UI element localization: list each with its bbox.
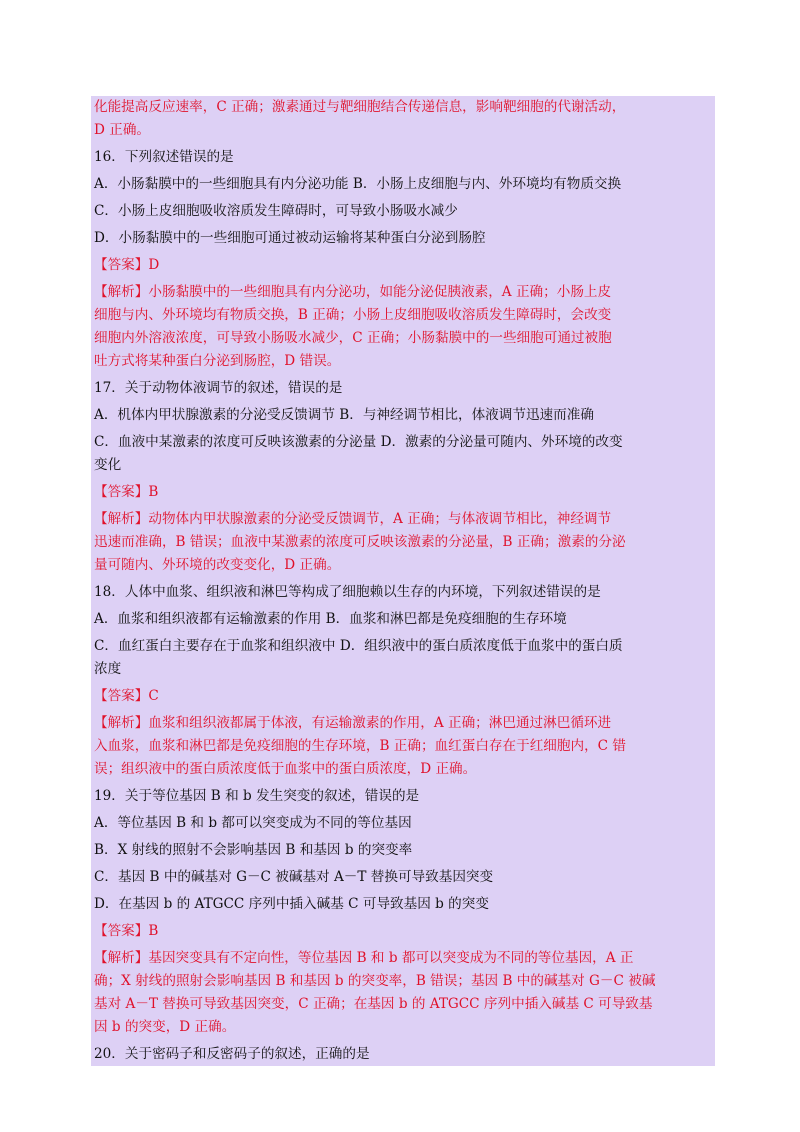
analysis-line: 细胞与内、外环境均有物质交换，B 正确；小肠上皮细胞吸收溶质发生障碍时，会改变 xyxy=(94,307,612,323)
question-18-stem: 18．人体中血浆、组织液和淋巴等构成了细胞赖以生存的内环境，下列叙述错误的是 xyxy=(94,584,601,600)
question-17-stem: 17．关于动物体液调节的叙述，错误的是 xyxy=(94,380,343,396)
analysis-line: 血浆和组织液都属于体液，有运输激素的作用，A 正确；淋巴通过淋巴循环进 xyxy=(148,715,612,731)
question-19-option: B．X 射线的照射不会影响基因 B 和基因 b 的突变率 xyxy=(94,842,413,858)
question-18-answer xyxy=(91,685,715,708)
analysis-line: 小肠黏膜中的一些细胞具有内分泌功，如能分泌促胰液素，A 正确；小肠上皮 xyxy=(148,284,612,300)
question-18-option: 浓度 xyxy=(94,661,122,677)
question-16-option: A．小肠黏膜中的一些细胞具有内分泌功能 B．小肠上皮细胞与内、外环境均有物质交换 xyxy=(94,176,622,192)
analysis-line: 细胞内外溶液浓度，可导致小肠吸水减少，C 正确；小肠黏膜中的一些细胞可通过被胞 xyxy=(94,330,612,346)
question-17-option: C．血液中某激素的浓度可反映该激素的分泌量 D．激素的分泌量可随内、外环境的改变 xyxy=(94,434,623,450)
analysis-line: 入血浆，血浆和淋巴都是免疫细胞的生存环境，B 正确；血红蛋白存在于红细胞内，C 错 xyxy=(94,738,626,754)
answer-tag: 【答案】 xyxy=(94,257,149,273)
question-19-stem: 19．关于等位基因 B 和 b 发生突变的叙述，错误的是 xyxy=(94,788,420,804)
question-20-stem: 20．关于密码子和反密码子的叙述，正确的是 xyxy=(94,1046,370,1062)
answer-tag: 【答案】 xyxy=(94,688,149,704)
question-16-analysis xyxy=(91,281,715,304)
document-body xyxy=(91,96,715,1066)
question-19-option: C．基因 B 中的碱基对 G－C 被碱基对 A－T 替换可导致基因突变 xyxy=(94,869,494,885)
analysis-line: 基因突变具有不定向性，等位基因 B 和 b 都可以突变成为不同的等位基因，A 正 xyxy=(148,950,634,966)
question-17-answer xyxy=(91,481,715,504)
question-19-option: D．在基因 b 的 ATGCC 序列中插入碱基 C 可导致基因 b 的突变 xyxy=(94,896,489,912)
analysis-line: 迅速而准确，B 错误；血液中某激素的浓度可反映该激素的分泌量，B 正确；激素的分泌 xyxy=(94,534,626,550)
question-16-stem: 16．下列叙述错误的是 xyxy=(94,149,234,165)
answer-value: B xyxy=(148,923,159,939)
analysis-line: 误；组织液中的蛋白质浓度低于血浆中的蛋白质浓度，D 正确。 xyxy=(94,761,477,777)
analysis-tag: 【解析】 xyxy=(94,511,149,527)
answer-value: B xyxy=(148,484,159,500)
question-18-analysis xyxy=(91,712,715,735)
question-17-option: A．机体内甲状腺激素的分泌受反馈调节 B．与神经调节相比，体液调节迅速而准确 xyxy=(94,407,594,423)
analysis-line: 确；X 射线的照射会影响基因 B 和基因 b 的突变率，B 错误；基因 B 中的碱基对 G－C 被碱 xyxy=(94,973,656,989)
analysis-line: 吐方式将某种蛋白分泌到肠腔，D 错误。 xyxy=(94,353,341,369)
question-16-option: C．小肠上皮细胞吸收溶质发生障碍时，可导致小肠吸水减少 xyxy=(94,203,458,219)
question-18-option: C．血红蛋白主要存在于血浆和组织液中 D．组织液中的蛋白质浓度低于血浆中的蛋白质 xyxy=(94,638,623,654)
question-17-analysis xyxy=(91,508,715,531)
q15-analysis-line: 化能提高反应速率，C 正确；激素通过与靶细胞结合传递信息，影响靶细胞的代谢活动， xyxy=(94,99,626,115)
answer-value: C xyxy=(148,688,159,704)
q15-analysis-line: D 正确。 xyxy=(94,122,151,138)
analysis-tag: 【解析】 xyxy=(94,284,149,300)
analysis-line: 量可随内、外环境的改变变化，D 正确。 xyxy=(94,557,341,573)
question-16-option: D．小肠黏膜中的一些细胞可通过被动运输将某种蛋白分泌到肠腔 xyxy=(94,230,486,246)
analysis-line: 因 b 的突变，D 正确。 xyxy=(94,1019,236,1035)
analysis-tag: 【解析】 xyxy=(94,715,149,731)
question-19-analysis xyxy=(91,947,715,970)
question-16-answer xyxy=(91,254,715,277)
question-19-option: A．等位基因 B 和 b 都可以突变成为不同的等位基因 xyxy=(94,815,412,831)
question-18-option: A．血浆和组织液都有运输激素的作用 B．血浆和淋巴都是免疫细胞的生存环境 xyxy=(94,611,567,627)
question-17-option: 变化 xyxy=(94,457,122,473)
analysis-tag: 【解析】 xyxy=(94,950,149,966)
analysis-line: 动物体内甲状腺激素的分泌受反馈调节，A 正确；与体液调节相比，神经调节 xyxy=(148,511,612,527)
answer-tag: 【答案】 xyxy=(94,484,149,500)
analysis-line: 基对 A－T 替换可导致基因突变，C 正确；在基因 b 的 ATGCC 序列中插入碱基 C 可导致基 xyxy=(94,996,653,1012)
answer-tag: 【答案】 xyxy=(94,923,149,939)
question-19-answer xyxy=(91,920,715,943)
answer-value: D xyxy=(148,257,160,273)
